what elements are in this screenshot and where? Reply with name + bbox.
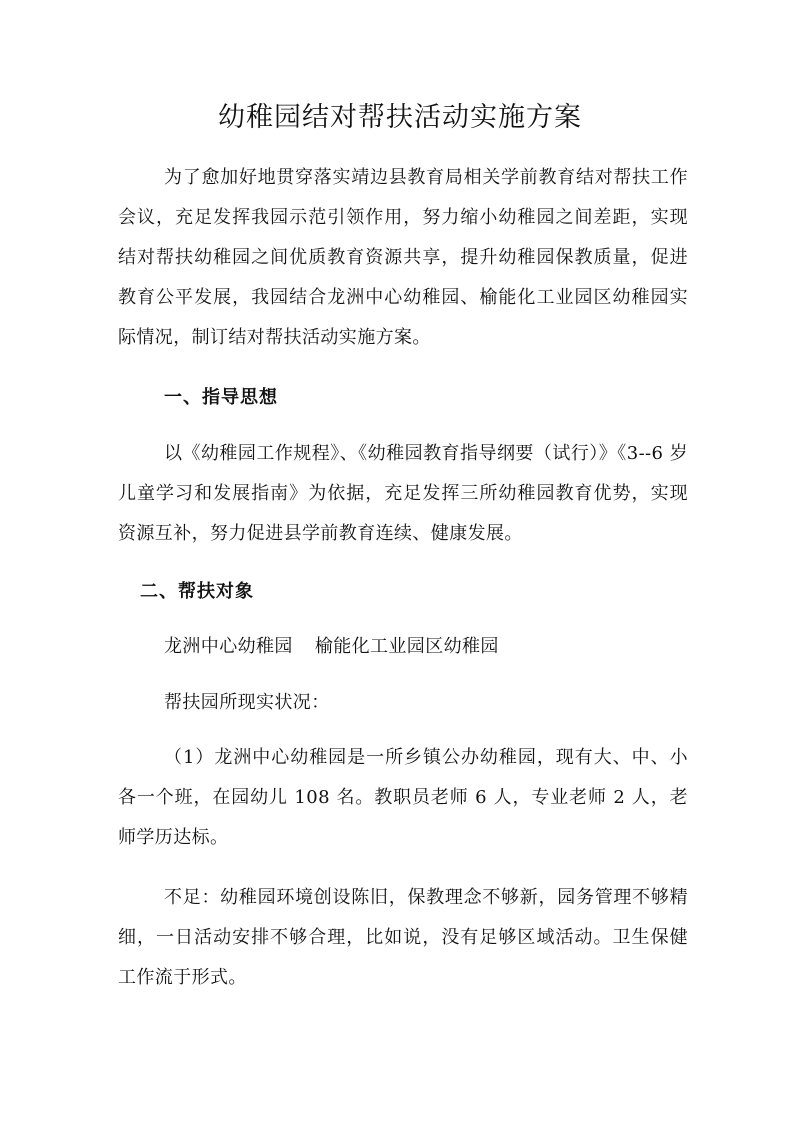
section-heading-targets: 二、帮扶对象 <box>140 581 254 602</box>
document-title: 幼稚园结对帮扶活动实施方案 <box>218 102 582 133</box>
status-label: 帮扶园所现实状况： <box>164 692 330 713</box>
section-heading-guiding-thought: 一、指导思想 <box>164 387 278 408</box>
guiding-thought-paragraph: 以《幼稚园工作规程》、《幼稚园教育指导纲要（试行）》《3--6 岁儿童学习和发展指南》为依据，充足发挥三所幼稚园教育优势，实现资源互补，努力促进县学前教育连续、健康发展。 <box>118 443 688 544</box>
target-kindergarten-a: 龙洲中心幼稚园 <box>164 636 293 657</box>
target-kindergartens <box>164 627 499 667</box>
status-item-1: （1）龙洲中心幼稚园是一所乡镇公办幼稚园，现有大、中、小各一个班，在园幼儿 108 名。教职员老师 6 人，专业老师 2 人，老师学历达标。 <box>118 747 688 848</box>
intro-paragraph: 为了愈加好地贯穿落实靖边县教育局相关学前教育结对帮扶工作会议，充足发挥我园示范引领作用，努力缩小幼稚园之间差距，实现结对帮扶幼稚园之间优质教育资源共享，提升幼稚园保教质量，促进教育公平发展，我园结合龙洲中心幼稚园、榆能化工业园区幼稚园实际情况，制订结对帮扶活动实施方案。 <box>118 167 688 348</box>
target-kindergarten-b: 榆能化工业园区幼稚园 <box>314 636 499 657</box>
shortcoming-paragraph: 不足：幼稚园环境创设陈旧，保教理念不够新，园务管理不够精细，一日活动安排不够合理，比如说，没有足够区域活动。卫生保健工作流于形式。 <box>118 887 688 988</box>
